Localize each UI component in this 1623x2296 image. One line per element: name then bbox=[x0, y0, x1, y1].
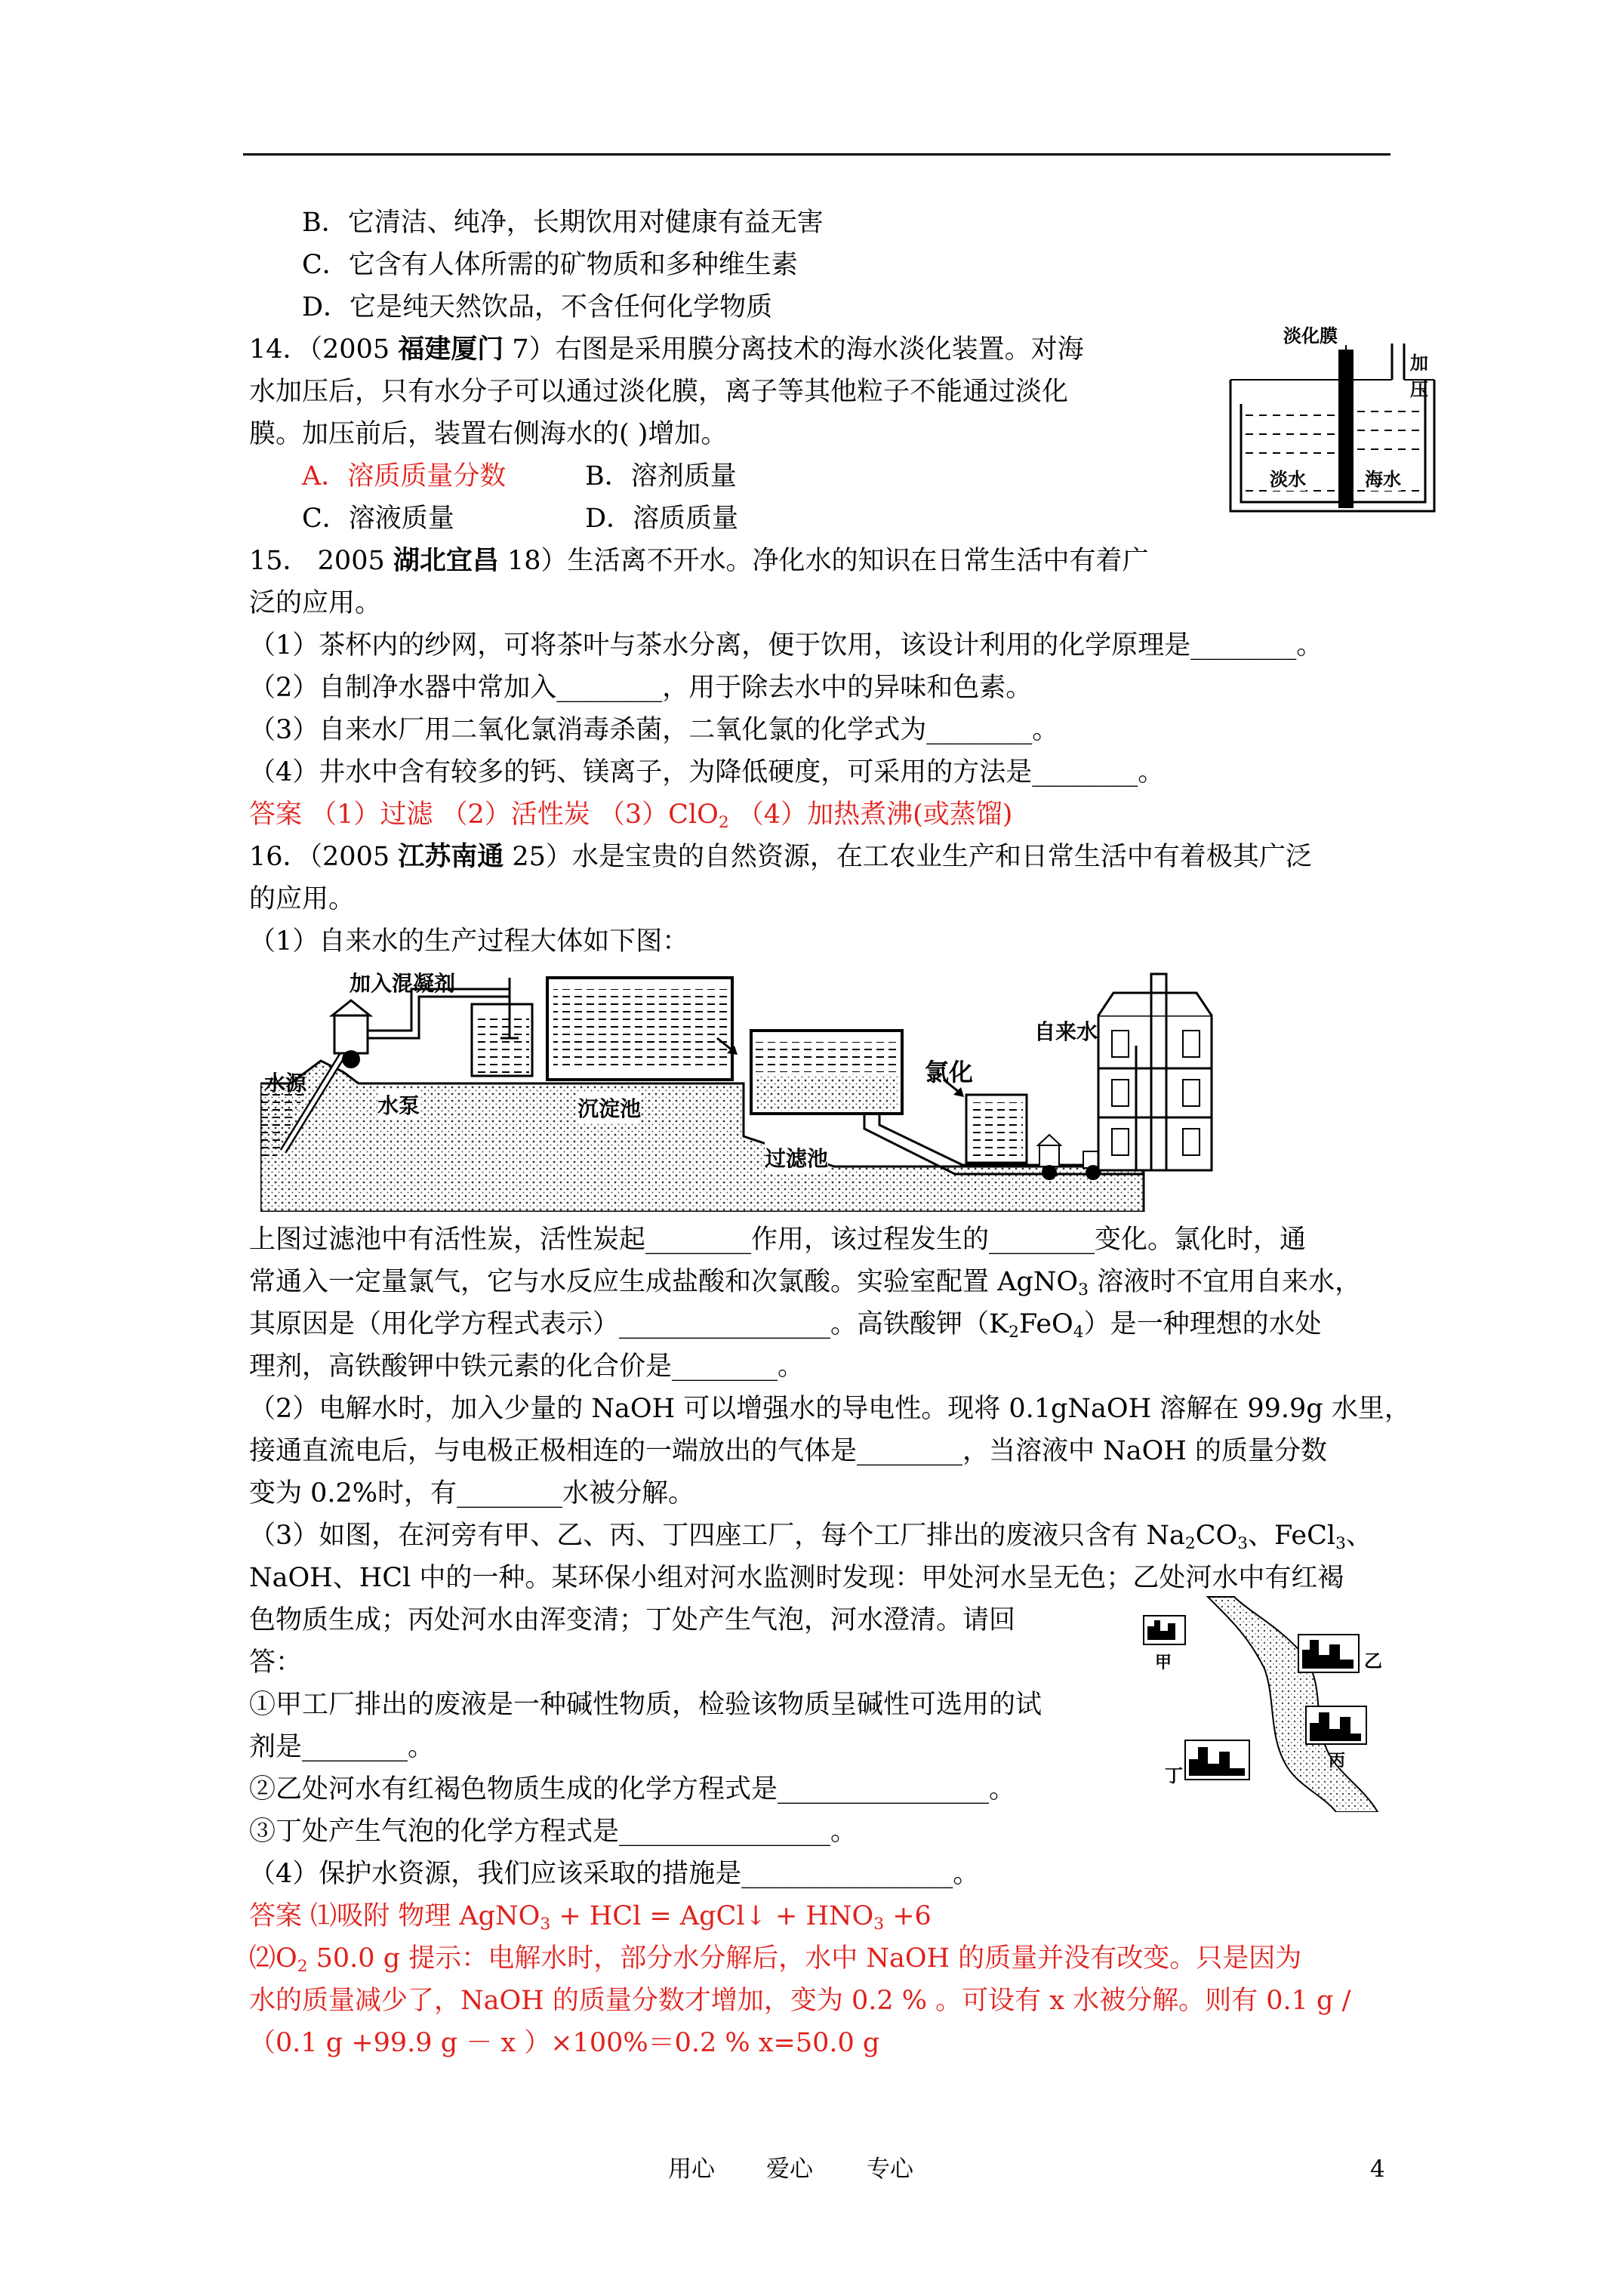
q14-options-cd: C．溶液质量 D．溶质质量 bbox=[302, 504, 739, 534]
membrane-bar bbox=[1338, 350, 1354, 508]
page-number: 4 bbox=[1370, 2156, 1385, 2183]
header-rule bbox=[243, 153, 1390, 156]
q16-part1-intro: （1）自来水的生产过程大体如下图： bbox=[249, 926, 689, 957]
q16-answer-2: $⑵O_2$ 50.0 g 提示：电解水时，部分水分解后，水中 NaOH 的质量并没有改变。只是因为 bbox=[249, 1943, 1302, 1977]
q14-line3: 膜。加压前后，装置右侧海水的( )增加。 bbox=[249, 419, 728, 449]
factory-jia-label: 甲 bbox=[1155, 1653, 1172, 1672]
q16-text-1: 上图过滤池中有活性炭，活性炭起________作用，该过程发生的________变化。氯化时，通 bbox=[249, 1225, 1307, 1255]
membrane-title-label: 淡化膜 bbox=[1283, 325, 1338, 347]
q16-text-4: 理剂，高铁酸钾中铁元素的化合价是________。 bbox=[249, 1351, 805, 1382]
q16-line2: 的应用。 bbox=[249, 884, 356, 914]
pump-label: 水泵 bbox=[377, 1089, 420, 1120]
river-figure bbox=[1136, 1593, 1393, 1812]
q16-sub1-2: 剂是________。 bbox=[249, 1732, 435, 1762]
pressure-label: 加压 bbox=[1410, 353, 1428, 400]
q16-sub1-1: ①甲工厂排出的废液是一种碱性物质，检验该物质呈碱性可选用的试 bbox=[249, 1690, 1042, 1720]
q14-options-ab: A．溶质质量分数 B．溶剂质量 bbox=[302, 461, 737, 492]
membrane-figure bbox=[1215, 313, 1442, 540]
sea-water-label: 海水 bbox=[1365, 464, 1401, 491]
q16-text-2: 常通入一定量氯气，它与水反应生成盐酸和次氯酸。实验室配置 AgNO$_3$ 溶液时不宜用自来水， bbox=[249, 1267, 1362, 1300]
q15-part1: （1）茶杯内的纱网，可将茶叶与茶水分离，便于饮用，该设计利用的化学原理是________。 bbox=[249, 630, 1323, 661]
chlorination-label: 氯化 bbox=[925, 1058, 974, 1086]
q16-sub2: ②乙处河水有红褐色物质生成的化学方程式是________________。 bbox=[249, 1774, 1016, 1804]
coagulant-label: 加入混凝剂 bbox=[350, 971, 456, 996]
option-b-line: B．它清洁、纯净，长期饮用对健康有益无害 bbox=[302, 208, 824, 238]
fresh-water-label: 淡水 bbox=[1270, 464, 1306, 491]
q15-part2: （2）自制净水器中常加入________，用于除去水中的异味和色素。 bbox=[249, 673, 1033, 703]
water-plant-figure bbox=[260, 970, 1242, 1212]
water-source-label: 水源 bbox=[264, 1071, 307, 1096]
option-d-line: D．它是纯天然饮品，不含任何化学物质 bbox=[302, 292, 773, 322]
settling-tank-label: 沉淀池 bbox=[577, 1093, 641, 1123]
tap-water-label: 自来水 bbox=[1034, 1019, 1098, 1044]
q16-part2-1: （2）电解水时，加入少量的 NaOH 可以增强水的导电性。现将 0.1gNaOH 溶解在 99.9g 水里， bbox=[249, 1394, 1411, 1424]
q16-line1: 16．（2005 江苏南通 25）水是宝贵的自然资源，在工农业生产和日常生活中有着极其广泛 bbox=[249, 841, 1312, 872]
q16-part2-2: 接通直流电后，与电极正极相连的一端放出的气体是________，当溶液中 NaOH 的质量分数 bbox=[249, 1436, 1327, 1466]
factory-bing-label: 丙 bbox=[1329, 1752, 1346, 1771]
q16-part4: （4）保护水资源，我们应该采取的措施是________________。 bbox=[249, 1859, 980, 1889]
q16-answer-1: 答案 ⑴吸附 物理 AgNO$_3$ + HCl = AgCl↓ + $HNO_3 +6$ bbox=[249, 1901, 932, 1934]
q15-part4: （4）井水中含有较多的钙、镁离子，为降低硬度，可采用的方法是________。 bbox=[249, 757, 1165, 787]
footer-motto-3: 专心 bbox=[867, 2156, 913, 2183]
option-c-line: C．它含有人体所需的矿物质和多种维生素 bbox=[302, 250, 798, 280]
q15-line2: 泛的应用。 bbox=[249, 588, 382, 618]
q16-answer-3: 水的质量减少了，NaOH 的质量分数才增加，变为 0.2 % 。可设有 x 水被分解。则有 0.1 g / bbox=[249, 1986, 1351, 2016]
q16-text-3: 其原因是（用化学方程式表示）________________。高铁酸钾$(K_2FeO_4)$是一种理想的水处 bbox=[249, 1309, 1322, 1342]
q16-part3-1: （3）如图，在河旁有甲、乙、丙、丁四座工厂，每个工厂排出的废液只含有 $Na_2CO_3$、FeCl$_3$、 bbox=[249, 1521, 1372, 1554]
membrane-diagram bbox=[1215, 313, 1442, 540]
q14-line2: 水加压后，只有水分子可以通过淡化膜，离子等其他粒子不能通过淡化 bbox=[249, 377, 1069, 407]
footer-motto-2: 爱心 bbox=[766, 2156, 813, 2183]
q16-part3-2: NaOH、HCl 中的一种。某环保小组对河水监测时发现：甲处河水呈无色；乙处河水中有红褐 bbox=[249, 1563, 1344, 1593]
q16-answer-4: （0.1 g +99.9 g － x ）×100%＝0.2 % x=50.0 g bbox=[249, 2028, 880, 2058]
q15-part3: （3）自来水厂用二氧化氯消毒杀菌，二氧化氯的化学式为________。 bbox=[249, 715, 1059, 745]
q16-part2-3: 变为 0.2%时，有________水被分解。 bbox=[249, 1478, 695, 1509]
q15-line1: 15． 2005 湖北宜昌 18）生活离不开水。净化水的知识在日常生活中有着广 bbox=[249, 545, 1149, 576]
footer-motto-1: 用心 bbox=[668, 2156, 715, 2183]
q16-part3-3: 色物质生成；丙处河水由浑变清；丁处产生气泡，河水澄清。请回 bbox=[249, 1605, 1016, 1635]
q14-line1: 14．（2005 福建厦门 7）右图是采用膜分离技术的海水淡化装置。对海 bbox=[249, 334, 1084, 365]
q16-sub3: ③丁处产生气泡的化学方程式是________________。 bbox=[249, 1817, 858, 1847]
factory-yi-label: 乙 bbox=[1364, 1650, 1382, 1672]
filter-tank-label: 过滤池 bbox=[765, 1142, 828, 1173]
q16-part3-4: 答： bbox=[249, 1647, 303, 1678]
factory-ding-label: 丁 bbox=[1165, 1765, 1183, 1786]
q15-answer: 答案 （1）过滤 （2）活性炭 （3）ClO$_2$ （4）加热煮沸(或蒸馏) bbox=[249, 800, 1013, 833]
